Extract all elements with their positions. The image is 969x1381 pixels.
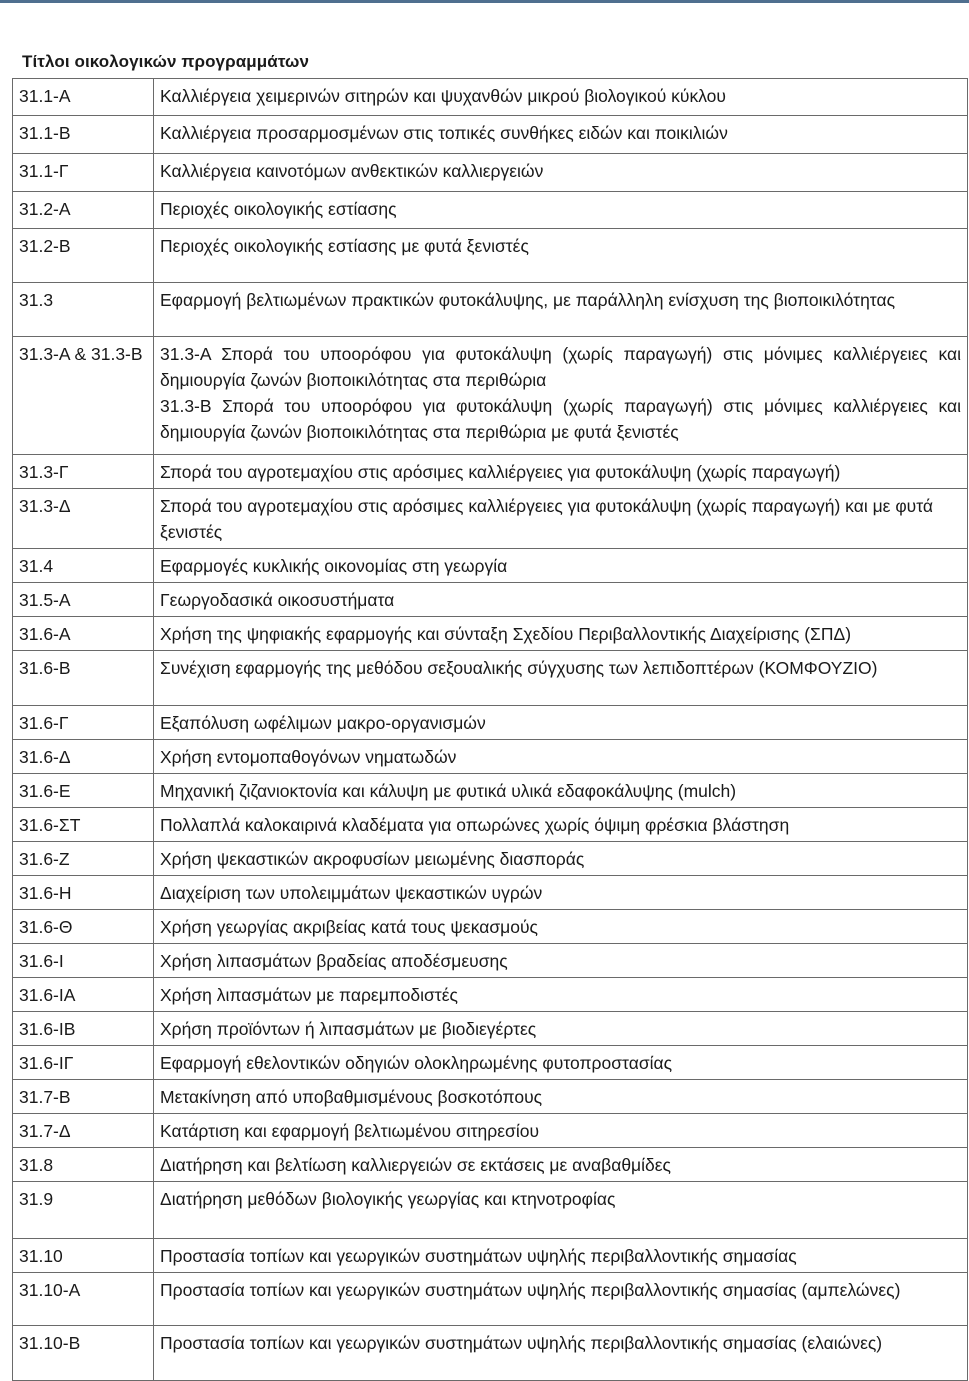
eco-programs-table [12,78,968,1381]
program-title: Κατάρτιση και εφαρμογή βελτιωμένου σιτηρεσίου [154,1114,968,1148]
program-title: Καλλιέργεια καινοτόμων ανθεκτικών καλλιεργειών [154,154,968,192]
program-code: 31.6-Θ [13,910,154,944]
table-row [13,808,968,842]
program-code: 31.7-Δ [13,1114,154,1148]
program-title: Χρήση λιπασμάτων με παρεμποδιστές [154,978,968,1012]
program-title: Προστασία τοπίων και γεωργικών συστημάτων υψηλής περιβαλλοντικής σημασίας (αμπελώνες) [154,1273,968,1326]
program-code: 31.10-Α [13,1273,154,1326]
table-row [13,337,968,455]
program-code: 31.6-ΣΤ [13,808,154,842]
program-code: 31.10-Β [13,1326,154,1381]
program-code: 31.6-Δ [13,740,154,774]
table-row [13,876,968,910]
program-title: Εφαρμογές κυκλικής οικονομίας στη γεωργία [154,549,968,583]
program-code: 31.9 [13,1182,154,1239]
table-row [13,978,968,1012]
program-code: 31.2-Β [13,229,154,283]
table-row [13,229,968,283]
program-code: 31.6-ΙΓ [13,1046,154,1080]
program-code: 31.6-Ζ [13,842,154,876]
program-title: Μηχανική ζιζανιοκτονία και κάλυψη με φυτικά υλικά εδαφοκάλυψης (mulch) [154,774,968,808]
table-row [13,651,968,706]
program-title: Εφαρμογή βελτιωμένων πρακτικών φυτοκάλυψης, με παράλληλη ενίσχυση της βιοποικιλότητας [154,283,968,337]
program-title: Σπορά του αγροτεμαχίου στις αρόσιμες καλλιέργειες για φυτοκάλυψη (χωρίς παραγωγή) και με φυτά ξενιστές [154,489,968,549]
table-row [13,1114,968,1148]
table-row [13,489,968,549]
program-code: 31.6-ΙΒ [13,1012,154,1046]
program-title: Γεωργοδασικά οικοσυστήματα [154,583,968,617]
table-row [13,706,968,740]
program-title: Διατήρηση μεθόδων βιολογικής γεωργίας και κτηνοτροφίας [154,1182,968,1239]
program-title: Προστασία τοπίων και γεωργικών συστημάτων υψηλής περιβαλλοντικής σημασίας (ελαιώνες) [154,1326,968,1381]
table-row [13,1148,968,1182]
table-row [13,774,968,808]
table-row [13,1326,968,1381]
program-sub-title: 31.3-Β Σπορά του υποορόφου για φυτοκάλυψη (χωρίς παραγωγή) στις μόνιμες καλλιέργειες και δημιουργία ζωνών βιοποικιλότητας στα περιθώρια με φυτά ξενιστές [160,396,961,442]
table-row [13,154,968,192]
program-title: Διατήρηση και βελτίωση καλλιεργειών σε εκτάσεις με αναβαθμίδες [154,1148,968,1182]
program-title: Περιοχές οικολογικής εστίασης [154,192,968,229]
table-row [13,1239,968,1273]
program-code: 31.5-Α [13,583,154,617]
program-code: 31.3-Α & 31.3-Β [13,337,154,455]
program-code: 31.10 [13,1239,154,1273]
program-title: Χρήση λιπασμάτων βραδείας αποδέσμευσης [154,944,968,978]
program-code: 31.7-Β [13,1080,154,1114]
program-title: Συνέχιση εφαρμογής της μεθόδου σεξουαλικής σύγχυσης των λεπιδοπτέρων (ΚΟΜΦΟΥΖΙΟ) [154,651,968,706]
table-row [13,583,968,617]
table-row [13,842,968,876]
program-title: Χρήση προϊόντων ή λιπασμάτων με βιοδιεγέρτες [154,1012,968,1046]
program-code: 31.6-Β [13,651,154,706]
table-row [13,455,968,489]
program-title: Χρήση γεωργίας ακριβείας κατά τους ψεκασμούς [154,910,968,944]
program-code: 31.6-ΙΑ [13,978,154,1012]
program-title: Πολλαπλά καλοκαιρινά κλαδέματα για οπωρώνες χωρίς όψιμη φρέσκια βλάστηση [154,808,968,842]
document-title: Τίτλοι οικολογικών προγραμμάτων [22,52,310,71]
program-code: 31.2-Α [13,192,154,229]
program-code: 31.1-Α [13,79,154,116]
program-title: Περιοχές οικολογικής εστίασης με φυτά ξενιστές [154,229,968,283]
program-title: Χρήση ψεκαστικών ακροφυσίων μειωμένης διασποράς [154,842,968,876]
program-title: Καλλιέργεια χειμερινών σιτηρών και ψυχανθών μικρού βιολογικού κύκλου [154,79,968,116]
table-body [13,79,968,1381]
table-row [13,1012,968,1046]
table-row [13,1046,968,1080]
program-code: 31.1-Β [13,116,154,154]
table-row [13,116,968,154]
top-divider [0,0,969,3]
program-title: Σπορά του αγροτεμαχίου στις αρόσιμες καλλιέργειες για φυτοκάλυψη (χωρίς παραγωγή) [154,455,968,489]
program-title: Καλλιέργεια προσαρμοσμένων στις τοπικές συνθήκες ειδών και ποικιλιών [154,116,968,154]
table-row [13,1080,968,1114]
program-title: Εξαπόλυση ωφέλιμων μακρο-οργανισμών [154,706,968,740]
program-code: 31.3 [13,283,154,337]
program-code: 31.6-Γ [13,706,154,740]
program-title: Μετακίνηση από υποβαθμισμένους βοσκοτόπους [154,1080,968,1114]
program-title: Χρήση της ψηφιακής εφαρμογής και σύνταξη Σχεδίου Περιβαλλοντικής Διαχείρισης (ΣΠΔ) [154,617,968,651]
program-sub-title: 31.3-Α Σπορά του υποορόφου για φυτοκάλυψη (χωρίς παραγωγή) στις μόνιμες καλλιέργειες και δημιουργία ζωνών βιοποικιλότητας στα περιθώρια [160,344,961,390]
program-title: Προστασία τοπίων και γεωργικών συστημάτων υψηλής περιβαλλοντικής σημασίας [154,1239,968,1273]
program-code: 31.6-Ε [13,774,154,808]
table-row [13,740,968,774]
table-row [13,1273,968,1326]
program-code: 31.3-Γ [13,455,154,489]
table-row [13,79,968,116]
program-code: 31.1-Γ [13,154,154,192]
program-code: 31.6-Ι [13,944,154,978]
table-row [13,910,968,944]
program-title: Εφαρμογή εθελοντικών οδηγιών ολοκληρωμένης φυτοπροστασίας [154,1046,968,1080]
table-row [13,192,968,229]
program-code: 31.3-Δ [13,489,154,549]
program-title: Χρήση εντομοπαθογόνων νηματωδών [154,740,968,774]
program-code: 31.8 [13,1148,154,1182]
program-code: 31.6-Α [13,617,154,651]
program-title [154,337,968,455]
program-code: 31.6-Η [13,876,154,910]
program-title: Διαχείριση των υπολειμμάτων ψεκαστικών υγρών [154,876,968,910]
program-code: 31.4 [13,549,154,583]
table-row [13,617,968,651]
table-row [13,1182,968,1239]
table-row [13,283,968,337]
table-row [13,549,968,583]
table-row [13,944,968,978]
